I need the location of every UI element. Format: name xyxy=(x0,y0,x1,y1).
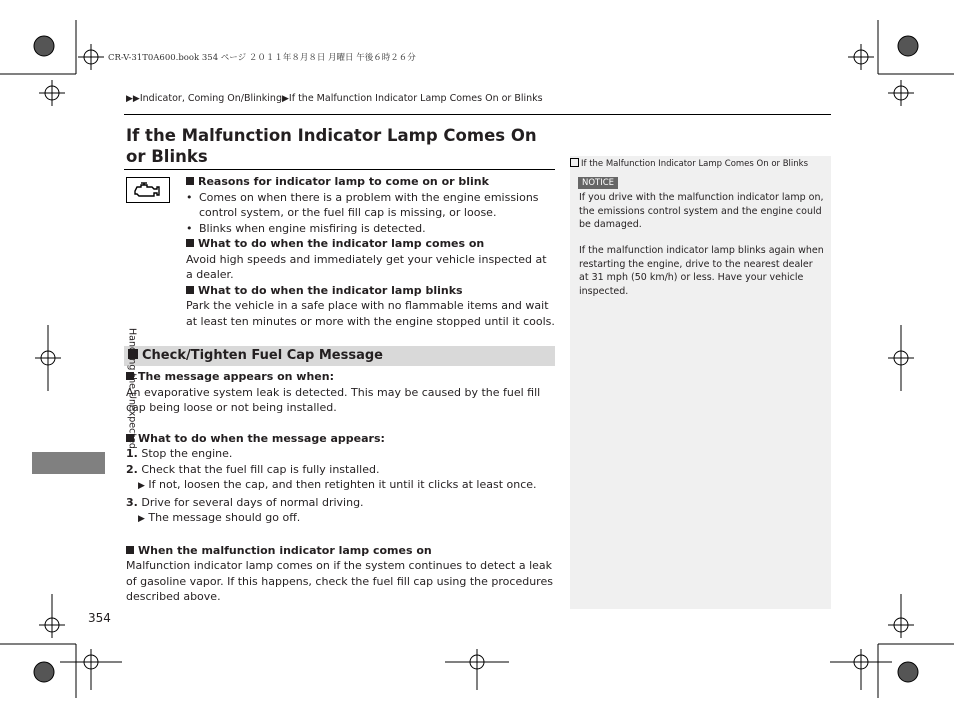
triangle-right-icon: ▶ xyxy=(281,94,289,104)
page-title: If the Malfunction Indicator Lamp Comes On or Blinks xyxy=(126,126,537,166)
mil-content xyxy=(186,174,556,329)
list-item: • Blinks when engine misfiring is detected. xyxy=(186,221,556,237)
list-subitem: ▶ The message should go off. xyxy=(138,511,301,524)
triangle-right-icon: ▶ xyxy=(138,481,145,491)
list-subitem: ▶ If not, loosen the cap, and then retighten it until it clicks at least once. xyxy=(138,478,537,491)
appears-heading: The message appears on when: xyxy=(126,369,556,385)
blinks-text: Park the vehicle in a safe place with no flammable items and wait at least ten minutes or more with the engine stopped until it cools. xyxy=(186,299,555,328)
chapter-tab[interactable] xyxy=(32,452,105,474)
breadcrumb xyxy=(126,93,543,104)
breadcrumb-item[interactable]: Indicator, Coming On/Blinking xyxy=(139,93,282,104)
sidebar-title: If the Malfunction Indicator Lamp Comes On or Blinks xyxy=(570,158,808,169)
mil-heading: When the malfunction indicator lamp comes on xyxy=(126,543,556,559)
sidebar-para: If the malfunction indicator lamp blinks again when restarting the engine, drive to the nearest dealer at 31 mph (50 km/h) or less. Have your vehicle inspected. xyxy=(579,245,824,297)
blinks-heading: What to do when the indicator lamp blinks xyxy=(186,283,556,299)
list-item: • Comes on when there is a problem with the engine emissions control system, or the fuel fill cap is missing, or loose. xyxy=(186,190,556,221)
comes-on-heading: What to do when the indicator lamp comes on xyxy=(186,236,556,252)
check-engine-icon xyxy=(126,177,170,203)
triangle-right-icon: ▶▶ xyxy=(126,94,140,104)
reasons-heading: Reasons for indicator lamp to come on or blink xyxy=(186,174,556,190)
sidebar-para: If you drive with the malfunction indicator lamp on, the emissions control system and the engine could be damaged. xyxy=(579,192,824,230)
mil-text: Malfunction indicator lamp comes on if the system continues to detect a leak of gasoline vapor. If this happens, check the fuel fill cap using the procedures described above. xyxy=(126,559,553,603)
comes-on-text: Avoid high speeds and immediately get your vehicle inspected at a dealer. xyxy=(186,252,547,281)
appears-text: An evaporative system leak is detected. This may be caused by the fuel fill cap being loose or not being installed. xyxy=(126,385,541,414)
chapter-label: Handling the Unexpected xyxy=(126,328,138,449)
print-header: CR-V-31T0A600.book 354 ページ ２０１１年８月８日 月曜日 午後６時２６分 xyxy=(108,53,416,63)
section-title: Check/Tighten Fuel Cap Message xyxy=(128,348,383,363)
notice-badge: NOTICE xyxy=(578,177,618,189)
fuel-cap-content xyxy=(126,369,556,605)
reference-icon xyxy=(570,158,579,167)
title-rule xyxy=(124,169,555,170)
list-item: 3. Drive for several days of normal driving. xyxy=(126,495,364,509)
breadcrumb-item[interactable]: If the Malfunction Indicator Lamp Comes On or Blinks xyxy=(288,93,543,104)
list-item: 2. Check that the fuel fill cap is fully installed. xyxy=(126,462,380,476)
list-item: 1. Stop the engine. xyxy=(126,447,233,460)
todo-heading: What to do when the message appears: xyxy=(126,431,556,447)
page-number: 354 xyxy=(88,611,111,625)
triangle-right-icon: ▶ xyxy=(138,514,145,524)
header-rule xyxy=(124,114,831,115)
